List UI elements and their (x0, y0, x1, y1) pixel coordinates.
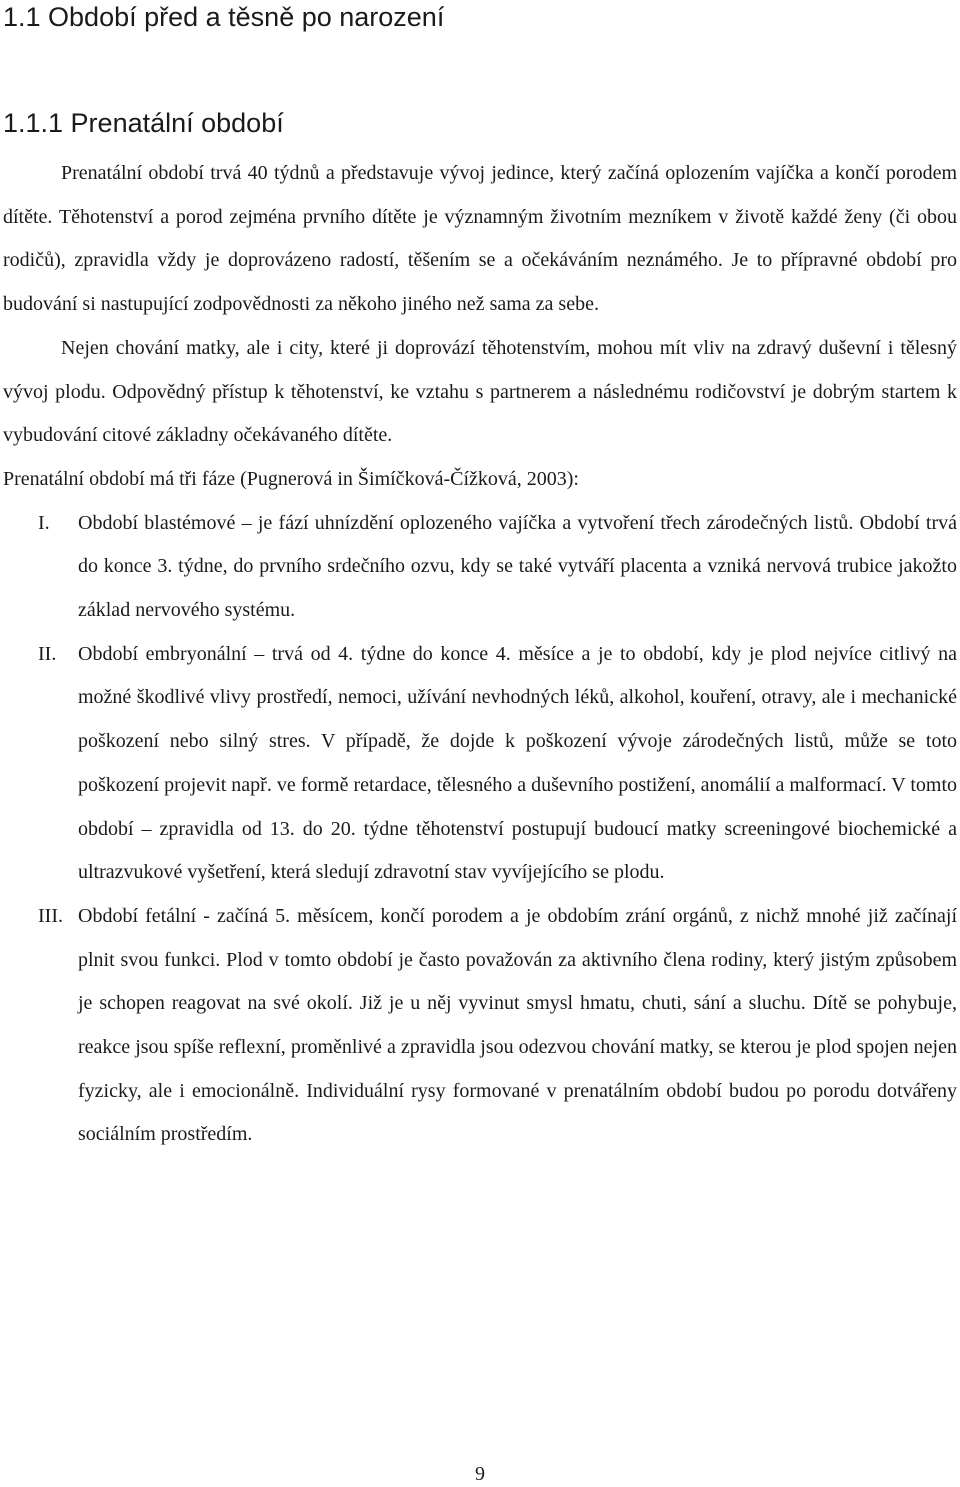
paragraph-phases-intro: Prenatální období má tři fáze (Pugnerová in Šimíčková-Čížková, 2003): (3, 467, 579, 490)
phases-list (3, 502, 957, 1158)
chapter-heading: 1.1 Období před a těsně po narození (3, 2, 445, 32)
list-item-phase-3 (3, 895, 957, 1157)
page-number: 9 (475, 1463, 485, 1485)
section-heading: 1.1.1 Prenatální období (3, 108, 284, 138)
paragraph-behavior: Nejen chování matky, ale i city, které ji doprovází těhotenstvím, mohou mít vliv na zdravý duševní i tělesný vývoj plodu. Odpovědný přístup k těhotenství, ke vztahu s partnerem a následnému rodičovství je dobrým startem k vybudování citové základny očekávaného dítěte. (3, 336, 957, 447)
list-item-numeral: II. (38, 642, 57, 665)
paragraph-intro: Prenatální období trvá 40 týdnů a představuje vývoj jedince, který začíná oplozením vajíčka a končí porodem dítěte. Těhotenství a porod zejména prvního dítěte je významným životním mezníkem v životě každé ženy (či obou rodičů), zpravidla vždy je doprovázeno radostí, těšením se a očekáváním neznámého. Je to přípravné období pro budování si nastupující zodpovědnosti za někoho jiného než sama za sebe. (3, 162, 957, 316)
list-item-text: Období embryonální – trvá od 4. týdne do konce 4. měsíce a je to období, kdy je plod nejvíce citlivý na možné škodlivé vlivy prostředí, nemoci, užívání nevhodných léků, alkohol, kouření, otravy, ale i mechanické poškození nebo silný stres. V případě, že dojde k poškození vývoje zárodečných listů, může se toto poškození projevit např. ve formě retardace, tělesného a duševního postižení, anomálií a malformací. V tomto období – zpravidla od 13. do 20. týdne těhotenství postupují budoucí matky screeningové biochemické a ultrazvukové vyšetření, která sledují zdravotní stav vyvíjejícího se plodu. (78, 642, 957, 884)
list-item-text: Období blastémové – je fází uhnízdění oplozeného vajíčka a vytvoření třech zárodečných listů. Období trvá do konce 3. týdne, do prvního srdečního ozvu, kdy se také vytváří placenta a vzniká nervová trubice jakožto základ nervového systému. (78, 511, 957, 622)
body-text (3, 152, 957, 1157)
list-item-numeral: III. (38, 904, 63, 927)
list-item-phase-2 (3, 633, 957, 895)
list-item-numeral: I. (38, 511, 50, 534)
list-item-phase-1 (3, 502, 957, 633)
list-item-text: Období fetální - začíná 5. měsícem, končí porodem a je obdobím zrání orgánů, z nichž mnohé již začínají plnit svou funkci. Plod v tomto období je často považován za aktivního člena rodiny, který jistým způsobem je schopen reagovat na své okolí. Již je u něj vyvinut smysl hmatu, chuti, sání a sluchu. Dítě se pohybuje, reakce jsou spíše reflexní, proměnlivé a zpravidla jsou odezvou chování matky, se kterou je plod spojen nejen fyzicky, ale i emocionálně. Individuální rysy formované v prenatálním období budou po porodu dotvářeny sociálním prostředím. (78, 904, 957, 1146)
